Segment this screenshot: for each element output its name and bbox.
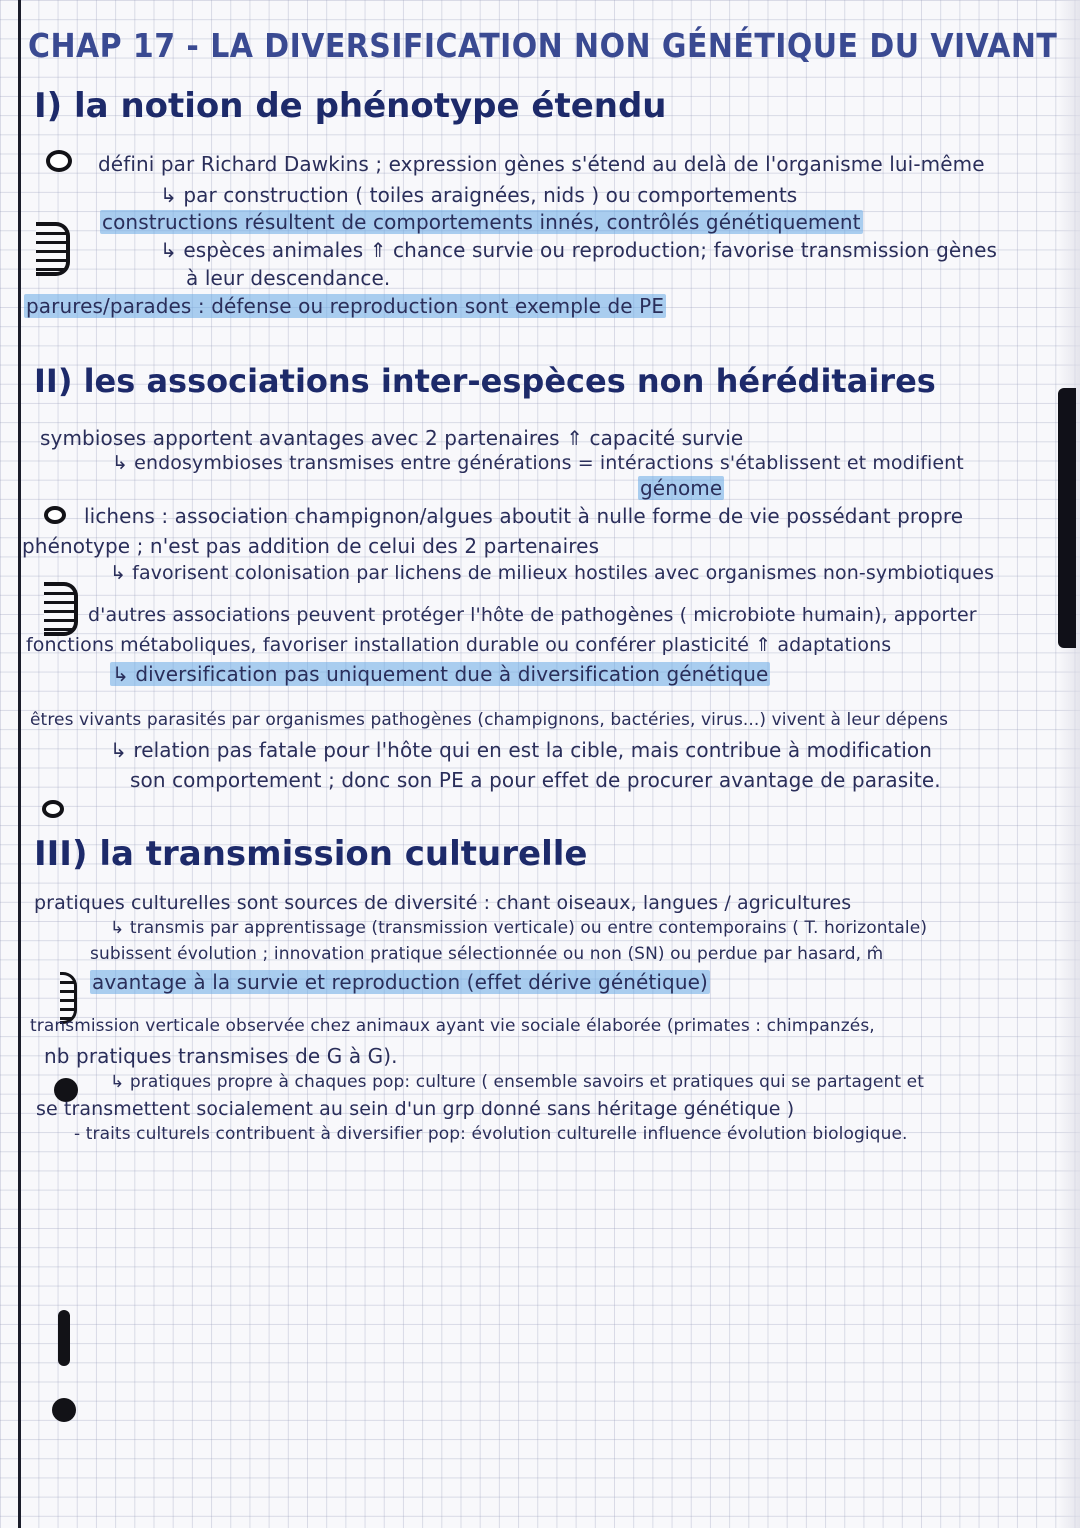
section-heading-2: II) les associations inter-espèces non héréditaires: [34, 362, 936, 400]
binder-ring-icon: [44, 506, 66, 524]
note-line: défini par Richard Dawkins ; expression gènes s'étend au delà de l'organisme lui-même: [98, 152, 985, 176]
note-line: - traits culturels contribuent à diversifier pop: évolution culturelle influence évolution biologique.: [74, 1124, 908, 1144]
binder-ring-icon: [36, 222, 70, 276]
note-line: phénotype ; n'est pas addition de celui des 2 partenaires: [22, 534, 600, 558]
section-heading-1: I) la notion de phénotype étendu: [34, 86, 667, 126]
note-line: nb pratiques transmises de G à G).: [44, 1044, 398, 1068]
note-line: génome: [640, 476, 723, 500]
note-line: d'autres associations peuvent protéger l'hôte de pathogènes ( microbiote humain), apporter: [88, 604, 977, 626]
note-line: parures/parades : défense ou reproduction sont exemple de PE: [26, 294, 665, 318]
note-line: fonctions métaboliques, favoriser installation durable ou conférer plasticité ⇑ adaptations: [26, 634, 892, 656]
note-line: à leur descendance.: [186, 266, 391, 290]
note-line: lichens : association champignon/algues aboutit à nulle forme de vie possédant propre: [84, 504, 964, 528]
binder-ring-icon: [46, 150, 72, 172]
note-line: ↳ favorisent colonisation par lichens de milieux hostiles avec organismes non-symbiotiques: [110, 562, 995, 584]
note-line: constructions résultent de comportements innés, contrôlés génétiquement: [102, 210, 861, 234]
note-line: pratiques culturelles sont sources de diversité : chant oiseaux, langues / agricultures: [34, 892, 852, 914]
note-line: transmission verticale observée chez animaux ayant vie sociale élaborée (primates : chimpanzés,: [30, 1016, 875, 1036]
section-heading-3: III) la transmission culturelle: [34, 834, 588, 874]
notebook-tab: [1058, 388, 1076, 648]
page-edge: [1058, 0, 1080, 1528]
note-line: subissent évolution ; innovation pratique sélectionnée ou non (SN) ou perdue par hasard, m̂: [90, 944, 884, 964]
margin-line: [18, 0, 21, 1528]
note-line: symbioses apportent avantages avec 2 partenaires ⇑ capacité survie: [40, 426, 744, 450]
note-line: ↳ par construction ( toiles araignées, nids ) ou comportements: [160, 183, 798, 207]
note-line: ↳ espèces animales ⇑ chance survie ou reproduction; favorise transmission gènes: [160, 238, 998, 262]
note-line: ↳ endosymbioses transmises entre générations = intéractions s'établissent et modifient: [112, 452, 964, 474]
binder-hole-icon: [52, 1398, 76, 1422]
binder-hole-icon: [58, 1310, 70, 1366]
page-title: CHAP 17 - LA DIVERSIFICATION NON GÉNÉTIQUE DU VIVANT: [28, 26, 1058, 65]
binder-ring-icon: [42, 800, 64, 818]
note-line: ↳ relation pas fatale pour l'hôte qui en est la cible, mais contribue à modification: [110, 738, 933, 762]
note-line: ↳ transmis par apprentissage (transmission verticale) ou entre contemporains ( T. horizontale): [110, 918, 928, 938]
note-line: avantage à la survie et reproduction (effet dérive génétique): [92, 970, 708, 994]
note-line: ↳ pratiques propre à chaques pop: culture ( ensemble savoirs et pratiques qui se partagent et: [110, 1072, 924, 1092]
note-line: êtres vivants parasités par organismes pathogènes (champignons, bactéries, virus...) vivent à leur dépens: [30, 710, 949, 730]
binder-ring-icon: [44, 582, 78, 636]
note-line: se transmettent socialement au sein d'un grp donné sans héritage génétique ): [36, 1098, 795, 1120]
note-line: son comportement ; donc son PE a pour effet de procurer avantage de parasite.: [130, 768, 941, 792]
note-line: ↳ diversification pas uniquement due à diversification génétique: [112, 662, 769, 686]
